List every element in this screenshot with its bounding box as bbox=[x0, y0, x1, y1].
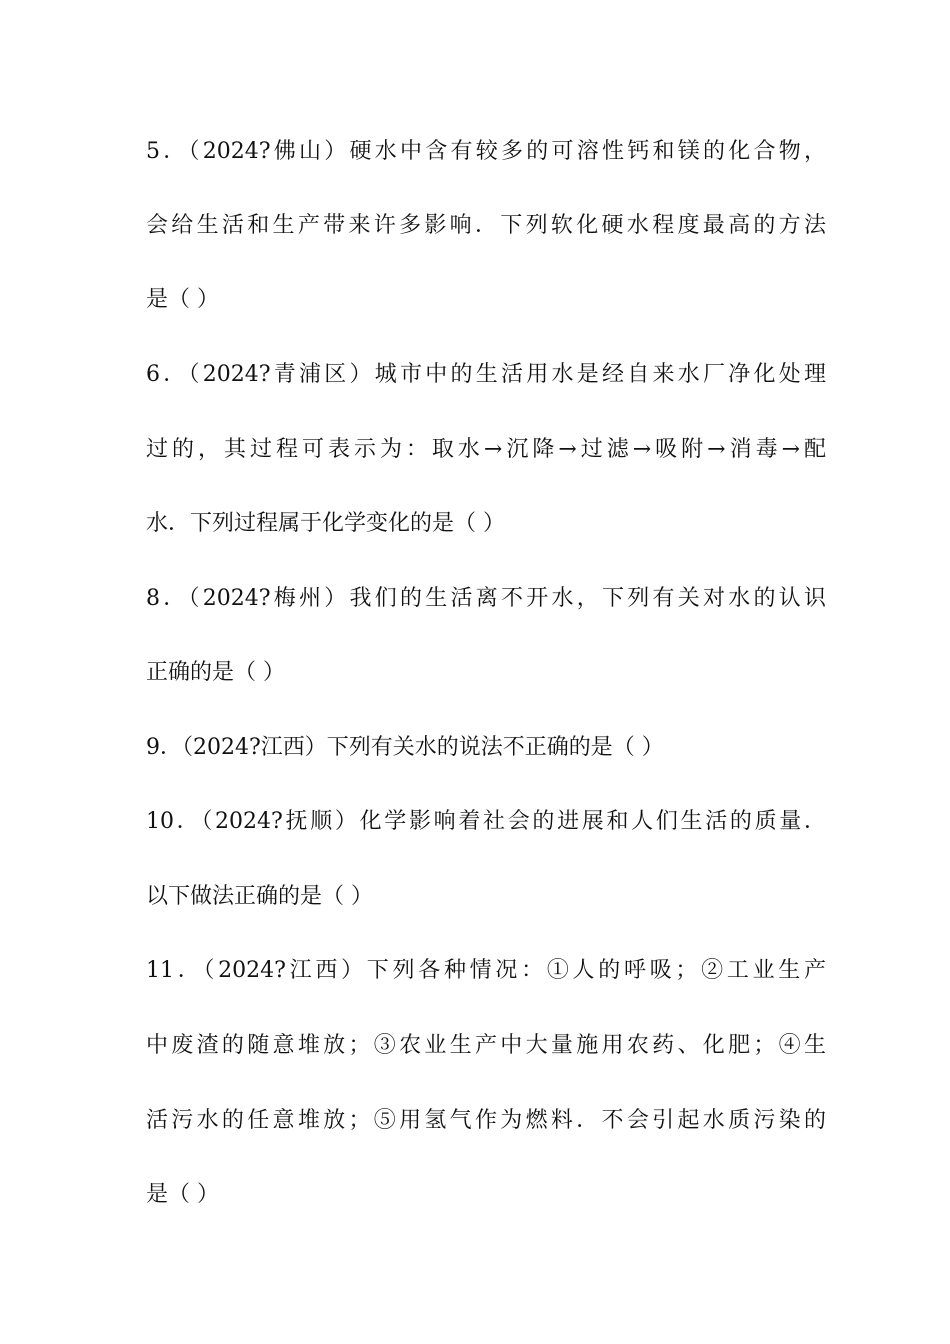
question-11-line-2: 中废渣的随意堆放；③农业生产中大量施用农药、化肥；④生 bbox=[146, 1033, 826, 1058]
question-10-line-2: 以下做法正确的是（ ） bbox=[146, 884, 373, 909]
question-9-line-1: 9．（2024?江西）下列有关水的说法不正确的是（ ） bbox=[146, 735, 664, 760]
question-11-line-1: 11．（2024?江西）下列各种情况：①人的呼吸；②工业生产 bbox=[146, 958, 826, 983]
question-5-line-2: 会给生活和生产带来许多影响．下列软化硬水程度最高的方法 bbox=[146, 213, 826, 238]
question-6-line-1: 6．（2024?青浦区）城市中的生活用水是经自来水厂净化处理 bbox=[146, 362, 826, 387]
question-6-line-2: 过的，其过程可表示为：取水→沉降→过滤→吸附→消毒→配 bbox=[146, 437, 826, 462]
question-10-line-1: 10．（2024?抚顺）化学影响着社会的进展和人们生活的质量． bbox=[146, 809, 826, 834]
question-6-line-3: 水．下列过程属于化学变化的是（ ） bbox=[146, 511, 505, 536]
question-5-line-3: 是（ ） bbox=[146, 287, 219, 312]
question-8-line-1: 8．（2024?梅州）我们的生活离不开水，下列有关对水的认识 bbox=[146, 586, 826, 611]
question-8-line-2: 正确的是（ ） bbox=[146, 660, 285, 685]
question-5-line-1: 5．（2024?佛山）硬水中含有较多的可溶性钙和镁的化合物， bbox=[146, 139, 826, 164]
question-11-line-3: 活污水的任意堆放；⑤用氢气作为燃料．不会引起水质污染的 bbox=[146, 1108, 826, 1133]
question-11-line-4: 是（ ） bbox=[146, 1182, 219, 1207]
